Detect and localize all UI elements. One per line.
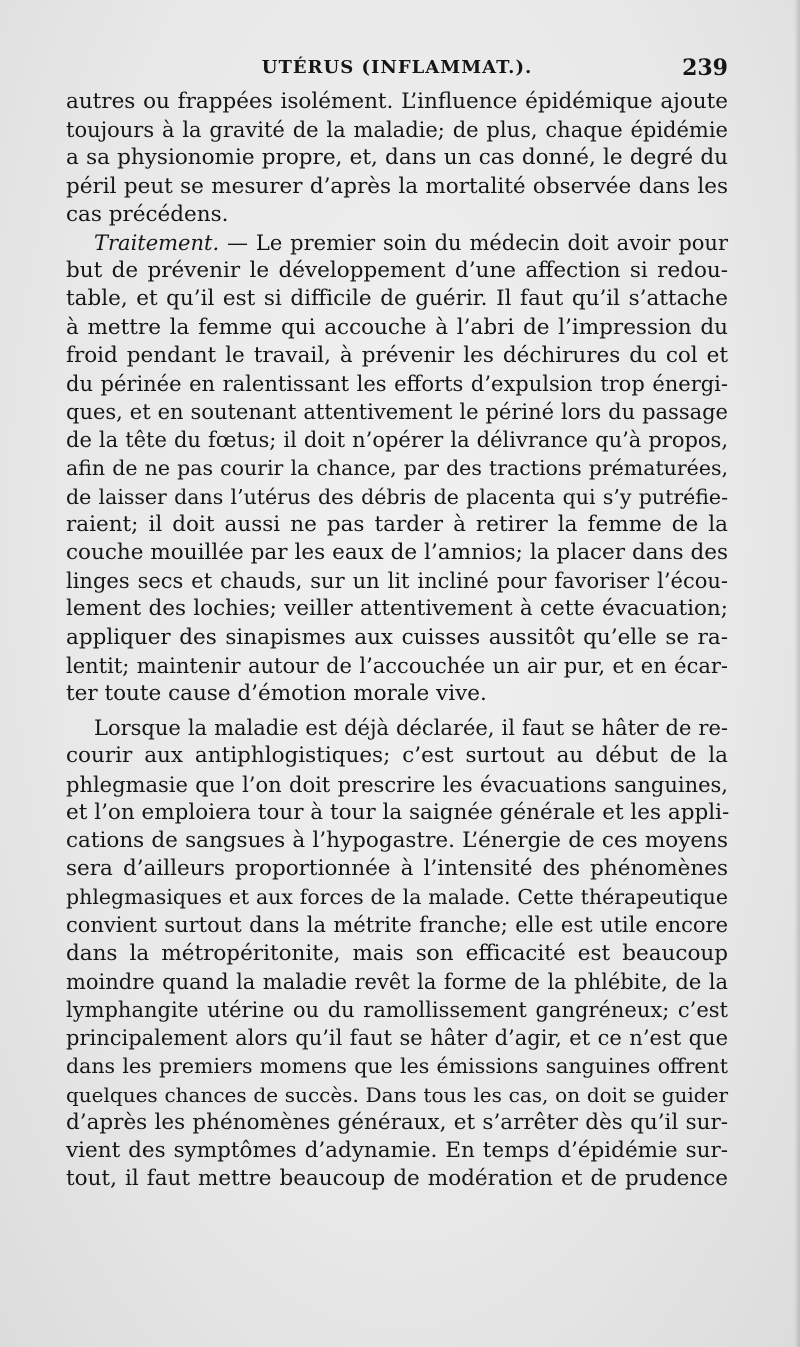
text-line: convient surtout dans la métrite franche; elle est utile encore [66,913,728,938]
running-title: UTÉRUS (INFLAMMAT.). [261,57,533,78]
text-line: phlegmasiques et aux forces de la malade. Cette thérapeutique [66,885,728,910]
text-line: linges secs et chauds, sur un lit incliné pour favoriser l’écou- [66,569,728,594]
text-line: cations de sangsues à l’hypogastre. L’énergie de ces moyens [66,827,728,853]
body-text [66,88,728,1193]
page-edge-shadow [794,0,800,1347]
text-line: froid pendant le travail, à prévenir les déchirures du col et [66,342,728,368]
text-line: a sa physionomie propre, et, dans un cas donné, le degré du [66,145,728,171]
text-line: phlegmasie que l’on doit prescrire les évacuations sanguines, [66,772,728,797]
text-line: et l’on emploiera tour à tour la saignée générale et les appli- [66,799,730,825]
text-line: de la tête du fœtus; il doit n’opérer la délivrance qu’à propos, [66,428,728,453]
section-label: Traitement. [94,230,220,255]
text-line: ques, et en soutenant attentivement le périné lors du passage [66,400,728,425]
text-line: sera d’ailleurs proportionnée à l’intensité des phénomènes [66,856,728,882]
text-line: péril peut se mesurer d’après la mortalité observée dans les [66,173,728,199]
text-line: lentit; maintenir autour de l’accouchée un air pur, et en écar- [66,653,728,678]
text-line: ter toute cause d’émotion morale vive. [66,680,487,706]
page-number: 239 [682,55,728,81]
text-line: moindre quand la maladie revêt la forme de la phlébite, de la [66,969,728,994]
text-line: autres ou frappées isolément. L’influence épidémique ajoute [66,89,728,114]
text-line: couche mouillée par les eaux de l’amnios; la placer dans des [66,540,728,565]
text-line: table, et qu’il est si difficile de guérir. Il faut qu’il s’attache [66,286,728,312]
text-line: lement des lochies; veiller attentivement à cette évacuation; [66,596,728,622]
text-line: à mettre la femme qui accouche à l’abri de l’impression du [66,314,728,340]
text-line: Lorsque la maladie est déjà déclarée, il faut se hâter de re- [94,716,728,741]
text-line: but de prévenir le développement d’une affection si redou- [66,258,728,284]
text-line: vient des symptômes d’adynamie. En temps d’épidémie sur- [66,1137,728,1163]
text-line: appliquer des sinapismes aux cuisses aussitôt qu’elle se ra- [66,624,728,650]
text-line: cas précédens. [66,201,229,227]
text-line: lymphangite utérine ou du ramollissement gangréneux; c’est [66,998,728,1022]
text-line: toujours à la gravité de la maladie; de plus, chaque épidémie [66,118,728,143]
text-line: courir aux antiphlogistiques; c’est surtout au début de la [66,743,728,769]
page-header [66,55,728,85]
text-line: afin de ne pas courir la chance, par des tractions prématurées, [66,456,728,481]
text-line: du périnée en ralentissant les efforts d’expulsion trop énergi- [66,371,728,396]
text-line: raient; il doit aussi ne pas tarder à retirer la femme de la [66,511,728,537]
text-line: de laisser dans l’utérus des débris de placenta qui s’y putréfie- [66,484,728,509]
text-line: d’après les phénomènes généraux, et s’arrêter dès qu’il sur- [66,1109,728,1135]
text-line: dans les premiers momens que les émissions sanguines offrent [66,1054,728,1079]
text-line: quelques chances de succès. Dans tous les cas, on doit se guider [66,1082,728,1107]
text-line: dans la métropéritonite, mais son efficacité est beaucoup [66,940,728,966]
text-line: tout, il faut mettre beaucoup de modération et de prudence [66,1166,728,1192]
text-line-rest: — Le premier soin du médecin doit avoir pour [227,230,728,255]
text-line-traitement [66,229,728,257]
text-line: principalement alors qu’il faut se hâter d’agir, et ce n’est que [66,1026,728,1051]
